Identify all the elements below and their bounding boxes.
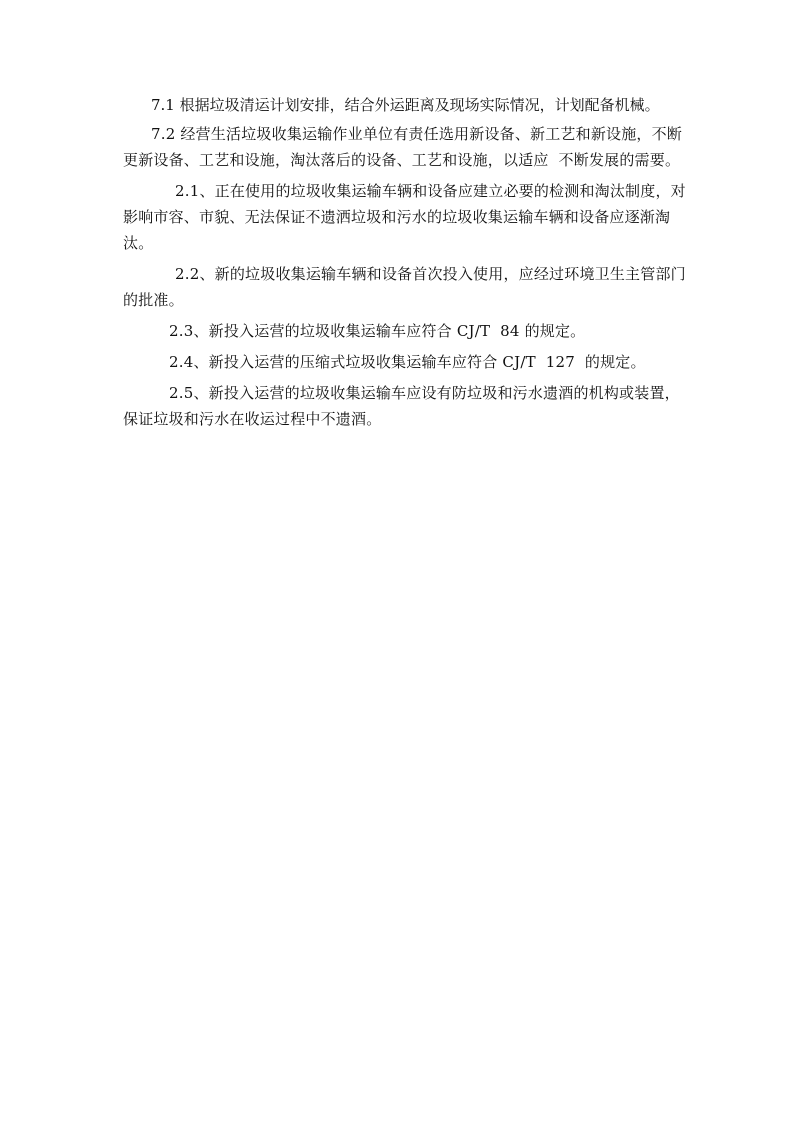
paragraph-7-1: 7.1 根据垃圾清运计划安排，结合外运距离及现场实际情况，计划配备机械。 (151, 96, 660, 114)
document-body (123, 92, 693, 432)
paragraph-7-2: 7.2 经营生活垃圾收集运输作业单位有责任选用新设备、新工艺和新设施，不断更新设备、工艺和设施，淘汰落后的设备、工艺和设施，以适应 不断发展的需要。 (123, 125, 683, 169)
paragraph-2-3: 2.3、新投入运营的垃圾收集运输车应符合 CJ/T 84 的规定。 (169, 322, 586, 340)
paragraph-2-1: 2.1、正在使用的垃圾收集运输车辆和设备应建立必要的检测和淘汰制度，对影响市容、市貌、无法保证不遗洒垃圾和污水的垃圾收集运输车辆和设备应逐渐淘汰。 (123, 182, 686, 252)
paragraph-2-2: 2.2、新的垃圾收集运输车辆和设备首次投入使用，应经过环境卫生主管部门的批准。 (123, 265, 686, 309)
paragraph-2-4: 2.4、新投入运营的压缩式垃圾收集运输车应符合 CJ/T 127 的规定。 (169, 353, 646, 371)
paragraph-2-5: 2.5、新投入运营的垃圾收集运输车应设有防垃圾和污水遗酒的机构或装置，保证垃圾和污水在收运过程中不遗酒。 (123, 384, 680, 428)
